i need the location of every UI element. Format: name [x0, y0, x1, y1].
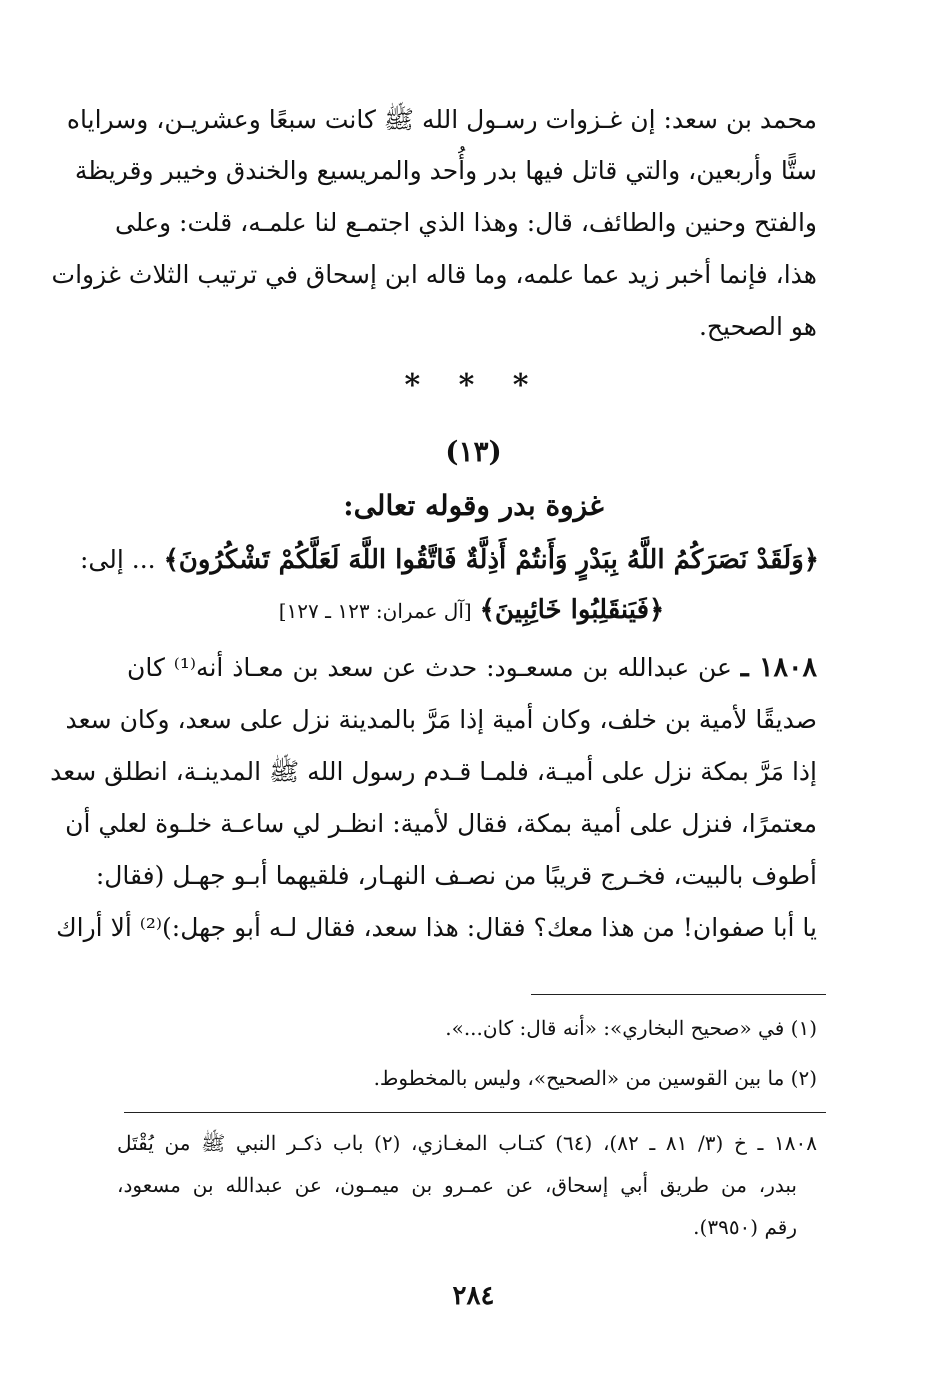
verse-line — [124, 588, 819, 633]
section-separator: * * * — [404, 368, 543, 403]
hadith-line — [127, 648, 817, 688]
hadith-line: يا أبا صفوان! من هذا معك؟ فقال: هذا سعد، فقال لـه أبو جهل:)⁽²⁾ ألا أراك — [56, 913, 817, 942]
section-number: (١٣) — [445, 435, 502, 468]
intro-line: هذا، فإنما أخبر زيد عما علمه، وما قاله ابن إسحاق في ترتيب الثلاث غزوات — [51, 260, 817, 289]
page-number: ٢٨٤ — [452, 1281, 495, 1311]
intro-line: هو الصحيح. — [698, 312, 817, 341]
verse-continuation: ... إلى: — [79, 545, 156, 574]
footnote-divider — [531, 994, 826, 995]
source-line: ببدر، من طريق أبي إسحاق، عن عمـرو بن ميمـون، عن عبدالله بن مسعود، — [117, 1173, 797, 1197]
quran-verse: ﴿وَلَقَدْ نَصَرَكُمُ اللَّهُ بِبَدْرٍ وَأَنتُمْ أَذِلَّةٌ فَاتَّقُوا اللَّهَ لَعَلَّكُمْ تَشْكُرُونَ﴾ — [163, 545, 819, 575]
footnote: (٢) ما بين القوسين من «الصحيح»، وليس بالمخطوط. — [373, 1066, 817, 1090]
source-divider — [124, 1112, 826, 1113]
source-line: رقم (٣٩٥٠). — [693, 1215, 797, 1239]
intro-line: والفتح وحنين والطائف، قال: وهذا الذي اجتمـع لنا علمـه، قلت: وعلى — [114, 208, 817, 237]
hadith-text: عن عبدالله بن مسعـود: حدث عن سعد بن معـاذ أنه⁽¹⁾ كان — [127, 653, 732, 682]
hadith-line: صديقًا لأمية بن خلف، وكان أمية إذا مَرَّ بالمدينة نزل على سعد، وكان سعد — [65, 705, 817, 734]
verse-reference: [آل عمران: ١٢٣ ـ ١٢٧] — [278, 599, 472, 623]
hadith-line: أطوف بالبيت، فخـرج قريبًا من نصـف النهـار، فلقيهما أبـو جهـل (فقال: — [95, 861, 817, 890]
source-line: ١٨٠٨ ـ خ (٣/ ٨١ ـ ٨٢)، (٦٤) كتـاب المغـازي، (٢) باب ذكـر النبي ﷺ من يُقْتَل — [117, 1131, 817, 1155]
hadith-number: ١٨٠٨ ـ — [740, 652, 818, 683]
chapter-title: غزوة بدر وقوله تعالى: — [343, 489, 604, 522]
footnote: (١) في «صحيح البخاري»: «أنه قال: كان...». — [445, 1016, 817, 1040]
hadith-line: معتمرًا، فنزل على أمية بمكة، فقال لأمية: انظـر لي ساعـة خلـوة لعلي أن — [65, 809, 817, 838]
quran-verse: ﴿فَيَنقَلِبُوا خَائِبِينَ﴾ — [479, 595, 665, 625]
intro-line: ستًّا وأربعين، والتي قاتل فيها بدر وأُحد والمريسيع والخندق وخيبر وقريظة — [74, 156, 817, 185]
intro-line: محمد بن سعد: إن غـزوات رسـول الله ﷺ كانت سبعًا وعشريـن، وسراياه — [66, 105, 817, 134]
hadith-line: إذا مَرَّ بمكة نزل على أميـة، فلمـا قـدم رسول الله ﷺ المدينـة، انطلق سعد — [50, 757, 817, 786]
verse-line — [79, 538, 819, 582]
